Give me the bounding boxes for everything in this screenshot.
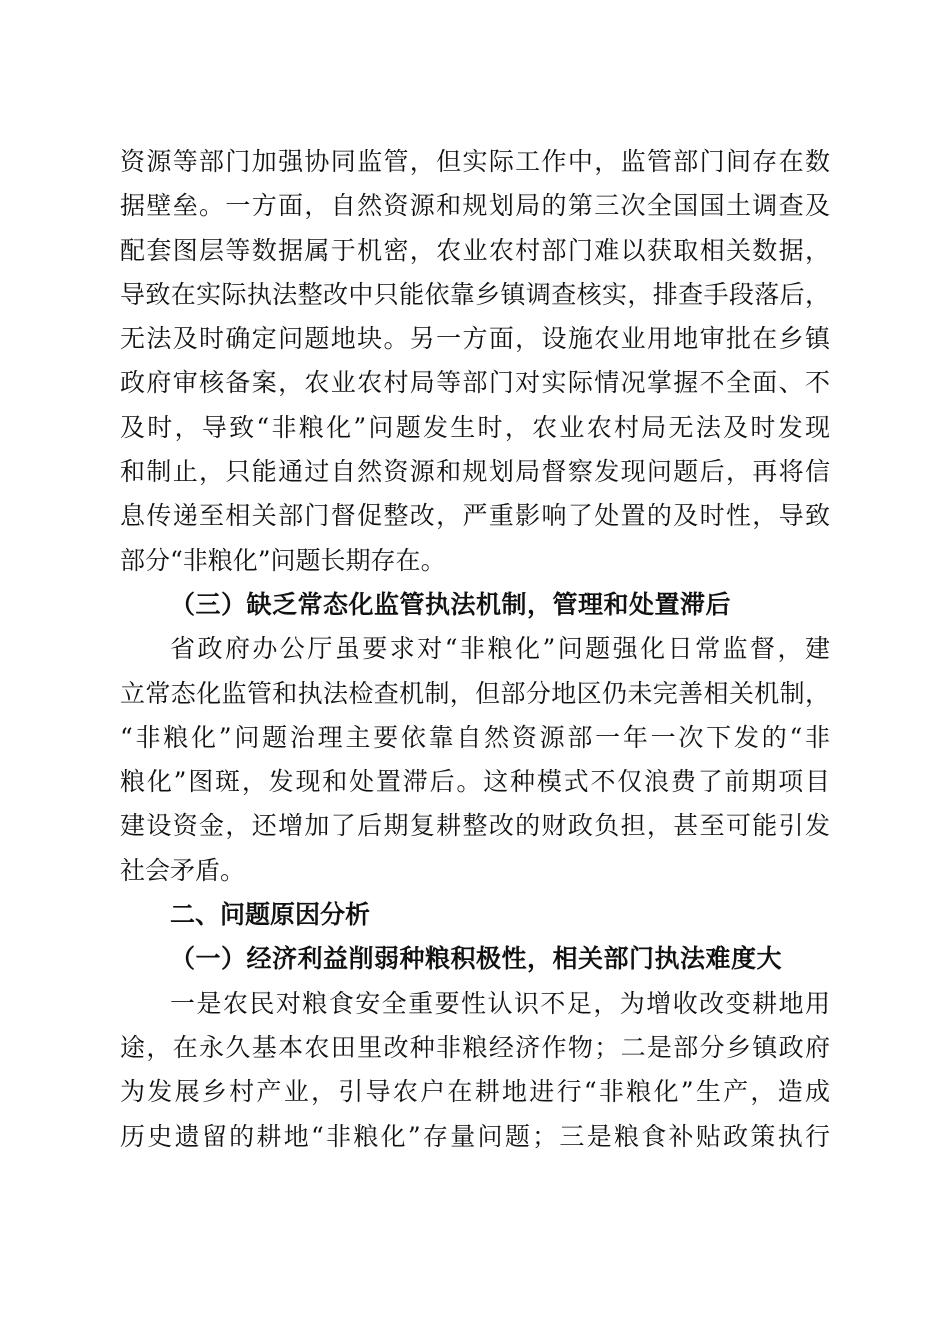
text-line: 据壁垒。一方面，自然资源和规划局的第三次全国国土调查及 [120,191,830,221]
section-heading-2: 二、问题原因分析 [170,900,371,930]
text-line: 社会矛盾。 [120,855,246,885]
text-line: 一是农民对粮食安全重要性认识不足，为增收改变耕地用 [170,988,830,1018]
text-line: 息传递至相关部门督促整改，严重影响了处置的及时性，导致 [120,501,830,531]
subsection-heading-1: （一）经济利益削弱种粮积极性，相关部门执法难度大 [170,944,783,974]
document-body [120,140,830,1159]
text-line: 粮化”图斑，发现和处置滞后。这种模式不仅浪费了前期项目 [120,767,830,797]
text-line: 立常态化监管和执法检查机制，但部分地区仍未完善相关机制， [120,678,830,708]
text-line: 建设资金，还增加了后期复耕整改的财政负担，甚至可能引发 [120,811,830,841]
paragraph-economic-interest [120,982,830,1159]
text-line: 和制止，只能通过自然资源和规划局督察发现问题后，再将信 [120,457,830,487]
text-line: 政府审核备案，农业农村局等部门对实际情况掌握不全面、不 [120,368,830,398]
paragraph-data-barrier [120,140,830,583]
text-line: 无法及时确定问题地块。另一方面，设施农业用地审批在乡镇 [120,324,830,354]
text-line: 历史遗留的耕地“非粮化”存量问题；三是粮食补贴政策执行 [120,1121,830,1151]
text-line: 导致在实际执法整改中只能依靠乡镇调查核实，排查手段落后， [120,279,830,309]
paragraph-regular-supervision [120,627,830,893]
text-line: 资源等部门加强协同监管，但实际工作中，监管部门间存在数 [120,147,830,176]
text-line: 及时，导致“非粮化”问题发生时，农业农村局无法及时发现 [120,412,830,442]
text-line: 省政府办公厅虽要求对“非粮化”问题强化日常监督，建 [170,634,830,664]
text-line: “非粮化”问题治理主要依靠自然资源部一年一次下发的“非 [120,722,830,752]
text-line: 配套图层等数据属于机密，农业农村部门难以获取相关数据， [120,235,830,265]
text-line: 为发展乡村产业，引导农户在耕地进行“非粮化”生产，造成 [120,1077,830,1107]
text-line: 部分“非粮化”问题长期存在。 [120,545,446,575]
subsection-heading-3: （三）缺乏常态化监管执法机制，管理和处置滞后 [170,589,732,619]
text-line: 途，在永久基本农田里改种非粮经济作物；二是部分乡镇政府 [120,1032,830,1062]
